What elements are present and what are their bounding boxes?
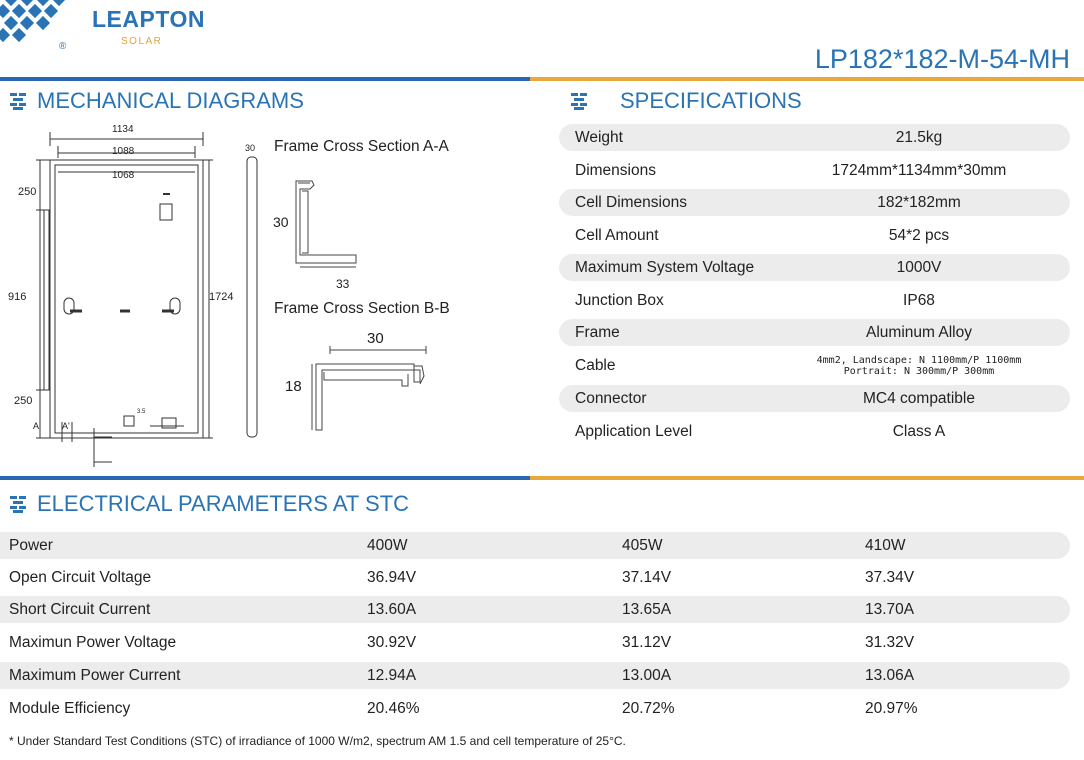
spec-value: MC4 compatible bbox=[863, 389, 975, 407]
spec-row bbox=[559, 157, 1070, 184]
spec-value: 182*182mm bbox=[877, 193, 961, 211]
param-value: 400W bbox=[367, 536, 408, 554]
spec-label: Cell Dimensions bbox=[575, 193, 687, 211]
spec-value: 54*2 pcs bbox=[888, 226, 950, 244]
spec-value: Aluminum Alloy bbox=[866, 323, 972, 341]
spec-row bbox=[559, 352, 1070, 379]
section-b-height: 18 bbox=[285, 378, 302, 395]
table-row bbox=[0, 662, 1070, 689]
brand-subtitle: SOLAR bbox=[121, 36, 163, 47]
section-a-drawing bbox=[290, 175, 370, 275]
param-value: 410W bbox=[865, 536, 906, 554]
param-value: 20.46% bbox=[367, 699, 420, 717]
param-label: Module Efficiency bbox=[9, 699, 131, 717]
table-row bbox=[0, 532, 1070, 559]
spec-row bbox=[559, 189, 1070, 216]
dim-3-5: 3.5 bbox=[137, 409, 146, 415]
param-label: Power bbox=[9, 536, 53, 554]
spec-value: 1000V bbox=[896, 258, 942, 276]
param-label: Open Circuit Voltage bbox=[9, 568, 152, 586]
section-a-width: 33 bbox=[336, 277, 350, 291]
section-a-height: 30 bbox=[273, 214, 289, 230]
spec-label: Junction Box bbox=[575, 291, 664, 309]
brand-logo-mark bbox=[0, 0, 80, 52]
spec-label: Connector bbox=[575, 389, 647, 407]
spec-row bbox=[559, 254, 1070, 281]
dim-width-outer: 1134 bbox=[112, 124, 134, 135]
table-row bbox=[0, 564, 1070, 591]
param-value: 20.72% bbox=[622, 699, 675, 717]
footnote: * Under Standard Test Conditions (STC) of irradiance of 1000 W/m2, spectrum AM 1.5 and cell temperature of 25°C. bbox=[9, 734, 626, 748]
cable-line-2: Portrait: N 300mm/P 300mm bbox=[843, 365, 995, 377]
section-grid-icon bbox=[570, 92, 588, 110]
param-value: 37.14V bbox=[622, 568, 672, 586]
electrical-title bbox=[9, 491, 409, 517]
param-value: 20.97% bbox=[865, 699, 918, 717]
section-divider-gold bbox=[530, 476, 1084, 480]
param-label: Short Circuit Current bbox=[9, 600, 151, 618]
mark-a-prime: A' bbox=[62, 421, 70, 431]
mechanical-title bbox=[9, 88, 304, 114]
param-value: 31.12V bbox=[622, 633, 672, 651]
section-b-drawing bbox=[310, 346, 430, 434]
spec-value: 21.5kg bbox=[895, 128, 943, 146]
registered-mark: ® bbox=[59, 41, 67, 52]
section-a-title: Frame Cross Section A-A bbox=[274, 138, 449, 155]
param-label: Maximum Power Current bbox=[9, 666, 181, 684]
mark-a: A bbox=[33, 421, 40, 431]
dim-width-mid: 1088 bbox=[112, 146, 135, 157]
param-value: 13.00A bbox=[622, 666, 672, 684]
param-value: 405W bbox=[622, 536, 663, 554]
spec-label: Cable bbox=[575, 356, 616, 374]
table-row bbox=[0, 695, 1070, 722]
spec-label: Weight bbox=[575, 128, 623, 146]
section-divider-blue bbox=[0, 77, 530, 81]
spec-row bbox=[559, 319, 1070, 346]
dim-width-inner: 1068 bbox=[112, 170, 135, 181]
spec-row bbox=[559, 385, 1070, 412]
param-value: 30.92V bbox=[367, 633, 417, 651]
param-value: 36.94V bbox=[367, 568, 417, 586]
section-b-width: 30 bbox=[367, 330, 384, 347]
specs-title-text: SPECIFICATIONS bbox=[620, 88, 802, 113]
spec-label: Frame bbox=[575, 323, 620, 341]
param-label: Maximun Power Voltage bbox=[9, 633, 177, 651]
section-divider-blue bbox=[0, 476, 530, 480]
section-grid-icon bbox=[9, 92, 27, 110]
dim-height: 1724 bbox=[209, 291, 234, 303]
spec-row bbox=[559, 287, 1070, 314]
spec-value bbox=[769, 355, 1069, 377]
section-divider-gold bbox=[530, 77, 1084, 81]
table-row bbox=[0, 596, 1070, 623]
param-value: 13.06A bbox=[865, 666, 915, 684]
param-value: 13.60A bbox=[367, 600, 417, 618]
spec-label: Application Level bbox=[575, 422, 693, 440]
spec-row bbox=[559, 222, 1070, 249]
electrical-title-text: ELECTRICAL PARAMETERS AT STC bbox=[37, 491, 410, 516]
section-grid-icon bbox=[9, 495, 27, 513]
side-profile-drawing bbox=[244, 155, 260, 440]
spec-label: Maximum System Voltage bbox=[575, 258, 755, 276]
dim-mid: 916 bbox=[8, 291, 27, 303]
param-value: 37.34V bbox=[865, 568, 915, 586]
mechanical-title-text: MECHANICAL DIAGRAMS bbox=[37, 88, 304, 113]
cable-line-1: 4mm2, Landscape: N 1100mm/P 1100mm bbox=[816, 354, 1022, 366]
spec-row bbox=[559, 124, 1070, 151]
param-value: 13.65A bbox=[622, 600, 672, 618]
spec-value: Class A bbox=[892, 422, 946, 440]
specs-title bbox=[570, 88, 802, 114]
dim-frame-depth: 30 bbox=[245, 143, 256, 153]
brand-name: LEAPTON bbox=[92, 6, 205, 32]
dim-bottom: 250 bbox=[14, 395, 33, 407]
spec-label: Dimensions bbox=[575, 161, 656, 179]
param-value: 31.32V bbox=[865, 633, 915, 651]
spec-value: IP68 bbox=[903, 291, 935, 309]
param-value: 13.70A bbox=[865, 600, 915, 618]
spec-value: 1724mm*1134mm*30mm bbox=[831, 161, 1007, 179]
table-row bbox=[0, 629, 1070, 656]
spec-label: Cell Amount bbox=[575, 226, 659, 244]
dim-top: 250 bbox=[18, 186, 37, 198]
param-value: 12.94A bbox=[367, 666, 417, 684]
section-b-title: Frame Cross Section B-B bbox=[274, 300, 450, 317]
model-number: LP182*182-M-54-MH bbox=[814, 44, 1070, 74]
spec-row bbox=[559, 418, 1070, 445]
